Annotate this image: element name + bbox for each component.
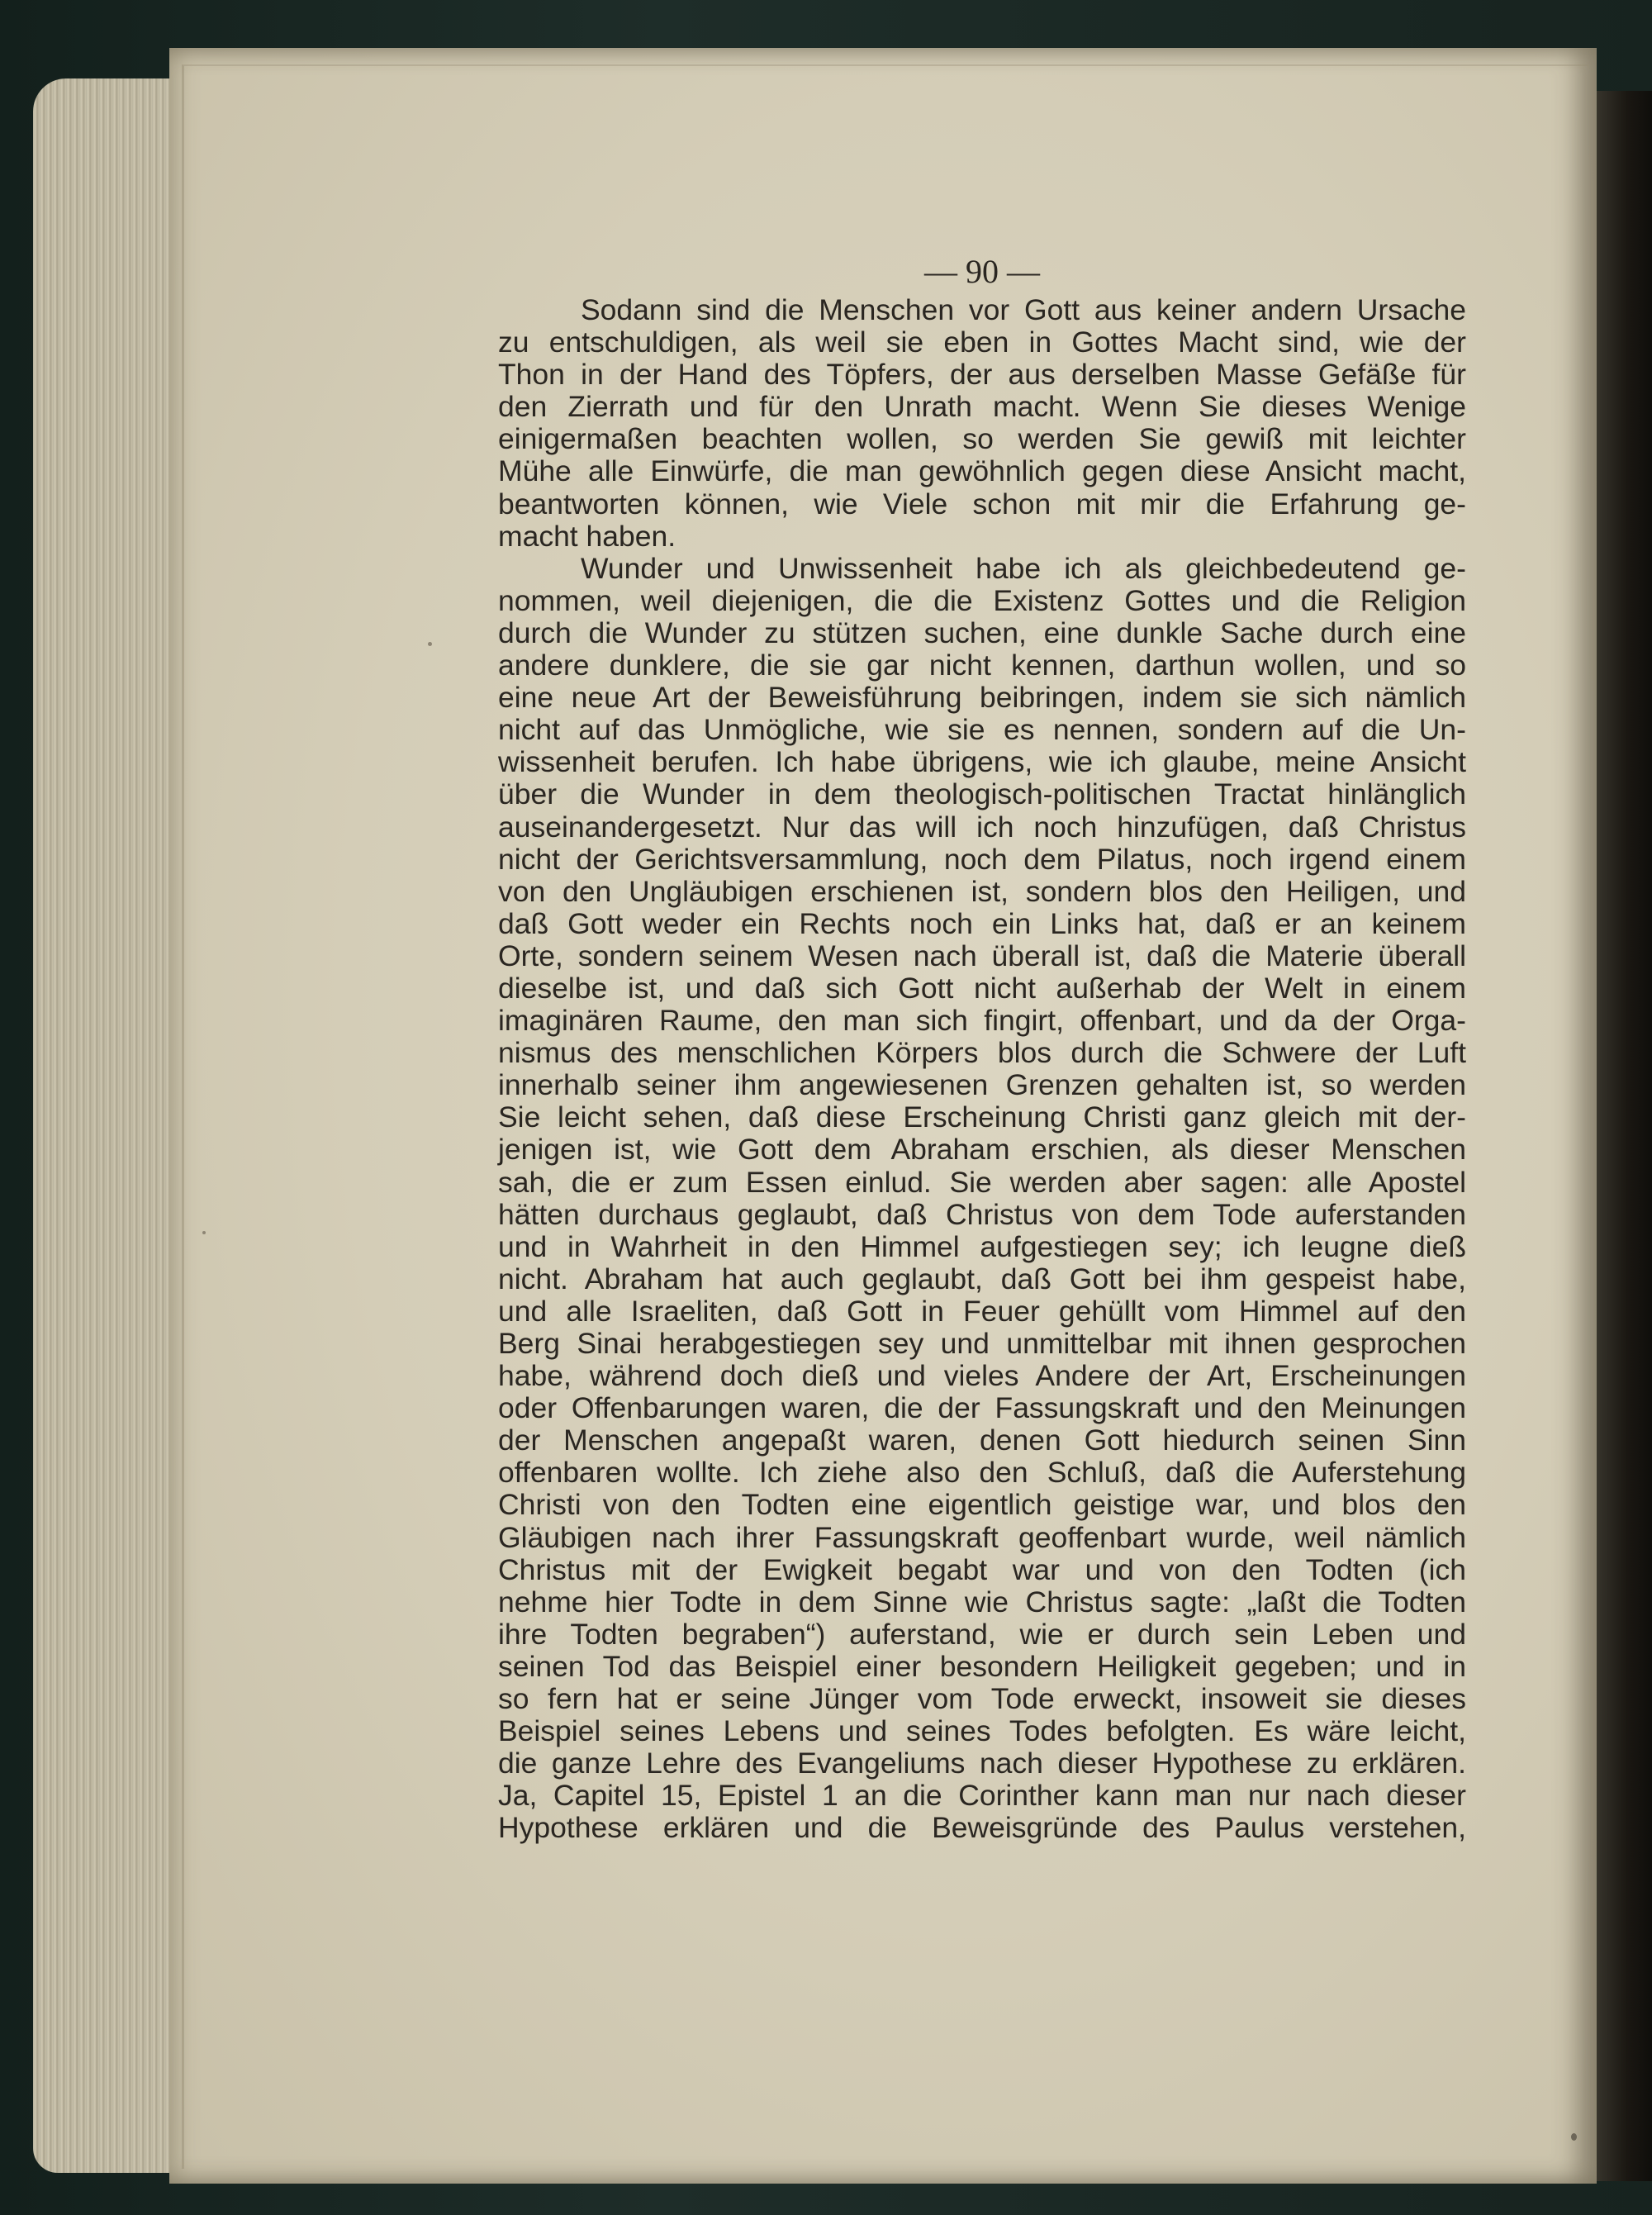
text-line: einigermaßen beachten wollen, so werden Sie gewiß mit leichter	[498, 422, 1466, 456]
paper-speck	[428, 642, 432, 646]
text-line: innerhalb seiner ihm angewiesenen Grenzen gehalten ist, so werden	[498, 1068, 1466, 1102]
text-line: Christus mit der Ewigkeit begabt war und von den Todten (ich	[498, 1552, 1466, 1586]
text-line: so fern hat er seine Jünger vom Tode erweckt, insoweit sie dieses	[498, 1682, 1466, 1716]
text-line: wissenheit berufen. Ich habe übrigens, wie ich glaube, meine Ansicht	[498, 745, 1466, 779]
text-line: daß Gott weder ein Rechts noch ein Links hat, daß er an keinem	[498, 906, 1466, 940]
text-line: ihre Todten begraben“) auferstand, wie er durch sein Leben und	[498, 1617, 1466, 1651]
book-binding	[1590, 91, 1652, 2181]
text-line: dieselbe ist, und daß sich Gott nicht außerhab der Welt in einem	[498, 971, 1466, 1005]
book-page-edges	[33, 78, 182, 2173]
page-text	[498, 250, 1466, 1845]
text-line: hätten durchaus geglaubt, daß Christus von dem Tode auferstanden	[498, 1197, 1466, 1231]
paper-speck	[1571, 2133, 1577, 2141]
text-line: Mühe alle Einwürfe, die man gewöhnlich gegen diese Ansicht macht,	[498, 454, 1466, 488]
text-line: nicht der Gerichtsversammlung, noch dem Pilatus, noch irgend einem	[498, 842, 1466, 876]
text-line: andere dunklere, die sie gar nicht kennen, darthun wollen, und so	[498, 649, 1466, 682]
text-line: Thon in der Hand des Töpfers, der aus derselben Masse Gefäße für	[498, 358, 1466, 392]
text-line: und alle Israeliten, daß Gott in Feuer gehüllt vom Himmel auf den	[498, 1294, 1466, 1328]
text-line: jenigen ist, wie Gott dem Abraham erschien, als dieser Menschen	[498, 1133, 1466, 1167]
text-line: auseinandergesetzt. Nur das will ich noch hinzufügen, daß Christus	[498, 810, 1466, 844]
text-line: die ganze Lehre des Evangeliums nach dieser Hypothese zu erklären.	[498, 1747, 1466, 1780]
text-line: imaginären Raume, den man sich fingirt, offenbart, und da der Orga-	[498, 1004, 1466, 1038]
text-line: zu entschuldigen, als weil sie eben in Gottes Macht sind, wie der	[498, 326, 1466, 359]
text-line: Christi von den Todten eine eigentlich geistige war, und blos den	[498, 1488, 1466, 1522]
page-number: — 90 —	[924, 253, 1040, 290]
text-line: beantworten können, wie Viele schon mit mir die Erfahrung ge-	[498, 487, 1466, 520]
text-line: habe, während doch dieß und vieles Andere der Art, Erscheinungen	[498, 1359, 1466, 1393]
text-line: eine neue Art der Beweisführung beibringen, indem sie sich nämlich	[498, 681, 1466, 715]
text-line: Gläubigen nach ihrer Fassungskraft geoffenbart wurde, weil nämlich	[498, 1520, 1466, 1554]
text-line: nismus des menschlichen Körpers blos durch die Schwere der Luft	[498, 1036, 1466, 1070]
text-line: Berg Sinai herabgestiegen sey und unmittelbar mit ihnen gesprochen	[498, 1327, 1466, 1360]
text-lines	[498, 294, 1466, 1845]
text-line: Hypothese erklären und die Beweisgründe des Paulus verstehen,	[498, 1811, 1466, 1845]
text-line: Ja, Capitel 15, Epistel 1 an die Corinther kann man nur nach dieser	[498, 1779, 1466, 1813]
text-line: den Zierrath und für den Unrath macht. Wenn Sie dieses Wenige	[498, 390, 1466, 424]
text-line: offenbaren wollte. Ich ziehe also den Schluß, daß die Auferstehung	[498, 1456, 1466, 1490]
text-line: Sie leicht sehen, daß diese Erscheinung Christi ganz gleich mit der-	[498, 1100, 1466, 1134]
text-line: Beispiel seines Lebens und seines Todes befolgten. Es wäre leicht,	[498, 1714, 1466, 1748]
text-line: nicht. Abraham hat auch geglaubt, daß Gott bei ihm gespeist habe,	[498, 1262, 1466, 1295]
text-line: oder Offenbarungen waren, die der Fassungskraft und den Meinungen	[498, 1391, 1466, 1425]
text-line: über die Wunder in dem theologisch-politischen Tractat hinlänglich	[498, 777, 1466, 811]
text-line: seinen Tod das Beispiel einer besondern Heiligkeit gegeben; und in	[498, 1649, 1466, 1683]
text-line: Orte, sondern seinem Wesen nach überall ist, daß die Materie überall	[498, 939, 1466, 972]
text-line: nehme hier Todte in dem Sinne wie Christus sagte: „laßt die Todten	[498, 1585, 1466, 1618]
text-line: der Menschen angepaßt waren, denen Gott hiedurch seinen Sinn	[498, 1424, 1466, 1457]
text-line: und in Wahrheit in den Himmel aufgestiegen sey; ich leugne dieß	[498, 1229, 1466, 1263]
text-line: sah, die er zum Essen einlud. Sie werden aber sagen: alle Apostel	[498, 1165, 1466, 1199]
text-line: durch die Wunder zu stützen suchen, eine dunkle Sache durch eine	[498, 616, 1466, 649]
text-line: nommen, weil diejenigen, die die Existenz Gottes und die Religion	[498, 583, 1466, 617]
text-line: nicht auf das Unmögliche, wie sie es nennen, sondern auf die Un-	[498, 713, 1466, 747]
paper-speck	[202, 1231, 206, 1234]
text-line: macht haben.	[498, 519, 676, 553]
text-line: von den Ungläubigen erschienen ist, sondern blos den Heiligen, und	[498, 874, 1466, 908]
text-line: Sodann sind die Menschen vor Gott aus keiner andern Ursache	[581, 293, 1466, 326]
text-line: Wunder und Unwissenheit habe ich als gleichbedeutend ge-	[581, 551, 1466, 585]
